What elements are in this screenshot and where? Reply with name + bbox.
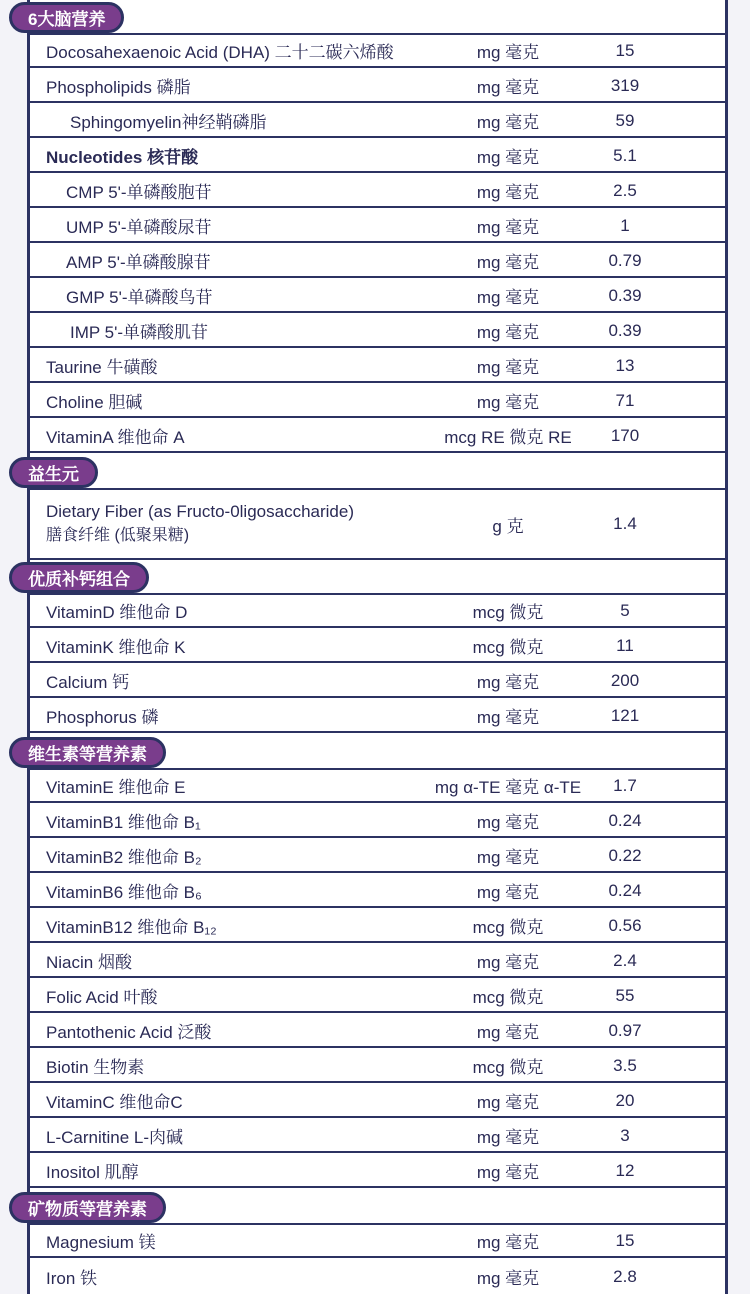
table-row (30, 1225, 725, 1258)
nutrient-name: Folic Acid 叶酸 (46, 988, 158, 1007)
table-row (30, 770, 725, 803)
nutrient-unit: mg 毫克 (476, 43, 540, 62)
nutrient-name: VitaminD 维他命 D (46, 603, 188, 622)
nutrient-name: Biotin 生物素 (46, 1058, 145, 1077)
table-row (30, 1260, 725, 1293)
table-row (30, 140, 725, 173)
nutrient-name: GMP 5'-单磷酸鸟苷 (66, 288, 213, 307)
nutrient-name: AMP 5'-单磷酸腺苷 (66, 253, 211, 272)
nutrient-value: 15 (615, 40, 635, 60)
nutrient-value: 3 (620, 1125, 630, 1145)
nutrient-value: 0.24 (608, 810, 642, 830)
nutrient-unit: mg 毫克 (476, 253, 540, 272)
nutrient-value: 59 (615, 110, 635, 130)
nutrient-value: 3.5 (613, 1055, 637, 1075)
section-header-brain-nutrition (30, 0, 725, 35)
nutrient-unit: mcg 微克 (472, 1058, 544, 1077)
section-header-prebiotics (30, 455, 725, 490)
nutrient-value: 170 (610, 425, 640, 445)
table-row (30, 210, 725, 243)
nutrient-name: VitaminB2 维他命 B₂ (46, 848, 202, 867)
nutrient-value: 0.24 (608, 880, 642, 900)
table-row (30, 595, 725, 628)
table-row (30, 805, 725, 838)
nutrient-name: Sphingomyelin神经鞘磷脂 (70, 113, 267, 132)
table-row (30, 910, 725, 943)
nutrient-name: Niacin 烟酸 (46, 953, 132, 972)
table-row (30, 1015, 725, 1048)
nutrient-value: 0.39 (608, 320, 642, 340)
nutrient-name: VitaminE 维他命 E (46, 778, 186, 797)
nutrient-value: 13 (615, 355, 635, 375)
nutrient-unit: mg 毫克 (476, 393, 540, 412)
table-row (30, 70, 725, 103)
nutrient-value: 55 (615, 985, 635, 1005)
nutrient-value: 2.5 (613, 180, 637, 200)
table-row (30, 945, 725, 978)
nutrient-unit: mcg 微克 (472, 918, 544, 937)
nutrient-unit: mg 毫克 (476, 813, 540, 832)
nutrient-name: VitaminB1 维他命 B₁ (46, 813, 201, 832)
table-row (30, 980, 725, 1013)
table-row (30, 1120, 725, 1153)
table-row (30, 630, 725, 663)
nutrient-value: 12 (615, 1160, 635, 1180)
nutrient-name: IMP 5'-单磷酸肌苷 (70, 323, 209, 342)
table-row (30, 420, 725, 453)
nutrient-name: Nucleotides 核苷酸 (46, 148, 199, 167)
section-header-minerals (30, 1190, 725, 1225)
section-title: 矿物质等营养素 (9, 1192, 166, 1223)
nutrient-name: Pantothenic Acid 泛酸 (46, 1023, 212, 1042)
nutrient-name: Docosahexaenoic Acid (DHA) 二十二碳六烯酸 (46, 43, 394, 62)
table-row (30, 350, 725, 383)
nutrient-unit: mg 毫克 (476, 218, 540, 237)
nutrient-value: 5 (620, 600, 630, 620)
nutrient-name: Iron 铁 (46, 1269, 98, 1288)
nutrient-unit: mg 毫克 (476, 1233, 540, 1252)
section-title: 6大脑营养 (9, 2, 124, 33)
nutrient-name: VitaminB6 维他命 B₆ (46, 883, 202, 902)
section-header-calcium (30, 560, 725, 595)
nutrient-unit: mg 毫克 (476, 673, 540, 692)
nutrient-unit: mg 毫克 (476, 708, 540, 727)
nutrient-value: 0.79 (608, 250, 642, 270)
nutrient-value: 1 (620, 215, 630, 235)
nutrient-unit: mg 毫克 (476, 953, 540, 972)
nutrient-unit: mg 毫克 (476, 883, 540, 902)
table-row (30, 175, 725, 208)
table-row (30, 385, 725, 418)
nutrient-unit: mg 毫克 (476, 148, 540, 167)
nutrient-value: 2.4 (613, 950, 637, 970)
nutrient-name: Taurine 牛磺酸 (46, 358, 158, 377)
nutrient-name: Phosphorus 磷 (46, 708, 159, 727)
nutrient-unit: mg 毫克 (476, 113, 540, 132)
nutrient-value: 20 (615, 1090, 635, 1110)
nutrient-unit: mcg RE 微克 RE (444, 428, 572, 447)
nutrient-name: Choline 胆碱 (46, 393, 143, 412)
nutrient-value: 1.7 (613, 775, 637, 795)
section-title: 优质补钙组合 (9, 562, 149, 593)
table-row (30, 280, 725, 313)
nutrient-name: VitaminK 维他命 K (46, 638, 186, 657)
nutrient-unit: mg α-TE 毫克 α-TE (434, 778, 582, 797)
nutrient-value: 0.39 (608, 285, 642, 305)
nutrient-name: VitaminB12 维他命 B₁₂ (46, 918, 217, 937)
nutrient-value: 2.8 (613, 1266, 637, 1286)
table-row (30, 700, 725, 733)
table-row (30, 105, 725, 138)
nutrient-unit: mg 毫克 (476, 183, 540, 202)
section-title: 维生素等营养素 (9, 737, 166, 768)
nutrient-unit: mg 毫克 (476, 78, 540, 97)
nutrient-value: 0.56 (608, 915, 642, 935)
nutrient-value: 121 (610, 705, 640, 725)
nutrient-name: UMP 5'-单磷酸尿苷 (66, 218, 212, 237)
nutrient-value: 1.4 (613, 514, 637, 533)
table-row (30, 875, 725, 908)
nutrient-unit: mcg 微克 (472, 603, 544, 622)
nutrient-unit: mg 毫克 (476, 1128, 540, 1147)
nutrient-unit: mcg 微克 (472, 988, 544, 1007)
table-row (30, 840, 725, 873)
table-row (30, 1085, 725, 1118)
nutrient-name: L-Carnitine L-肉碱 (46, 1128, 183, 1147)
nutrient-value: 11 (616, 635, 634, 655)
table-row (30, 1155, 725, 1188)
nutrient-name: VitaminA 维他命 A (46, 428, 185, 447)
nutrient-unit: mg 毫克 (476, 288, 540, 307)
table-row (30, 1050, 725, 1083)
section-header-vitamins (30, 735, 725, 770)
nutrient-name-cn: 膳食纤维 (低聚果糖) (46, 527, 190, 544)
nutrient-value: 15 (615, 1230, 635, 1250)
nutrient-unit: mg 毫克 (476, 1093, 540, 1112)
table-row (30, 245, 725, 278)
nutrient-unit: mg 毫克 (476, 358, 540, 377)
nutrient-value: 0.97 (608, 1020, 642, 1040)
section-title: 益生元 (9, 457, 98, 488)
nutrient-unit: g 克 (492, 516, 524, 536)
nutrient-name (46, 490, 354, 558)
nutrient-name: Inositol 肌醇 (46, 1163, 139, 1182)
nutrient-value: 319 (610, 75, 640, 95)
nutrient-unit: mg 毫克 (476, 1269, 540, 1288)
nutrient-value: 200 (610, 670, 640, 690)
nutrient-value: 0.22 (608, 845, 642, 865)
nutrient-name-en: Dietary Fiber (as Fructo-0ligosaccharide) (46, 502, 354, 521)
table-row (30, 490, 725, 560)
nutrient-unit: mg 毫克 (476, 1023, 540, 1042)
nutrient-unit: mg 毫克 (476, 1163, 540, 1182)
table-row (30, 35, 725, 68)
table-row (30, 315, 725, 348)
nutrient-value: 5.1 (613, 145, 637, 165)
nutrient-name: CMP 5'-单磷酸胞苷 (66, 183, 212, 202)
nutrient-unit: mg 毫克 (476, 848, 540, 867)
nutrient-name: Magnesium 镁 (46, 1233, 156, 1252)
nutrient-unit: mg 毫克 (476, 323, 540, 342)
nutrient-name: VitaminC 维他命C (46, 1093, 183, 1112)
nutrient-name: Phospholipids 磷脂 (46, 78, 191, 97)
nutrient-value: 71 (615, 390, 635, 410)
nutrient-name: Calcium 钙 (46, 673, 130, 692)
table-row (30, 665, 725, 698)
nutrient-unit: mcg 微克 (472, 638, 544, 657)
